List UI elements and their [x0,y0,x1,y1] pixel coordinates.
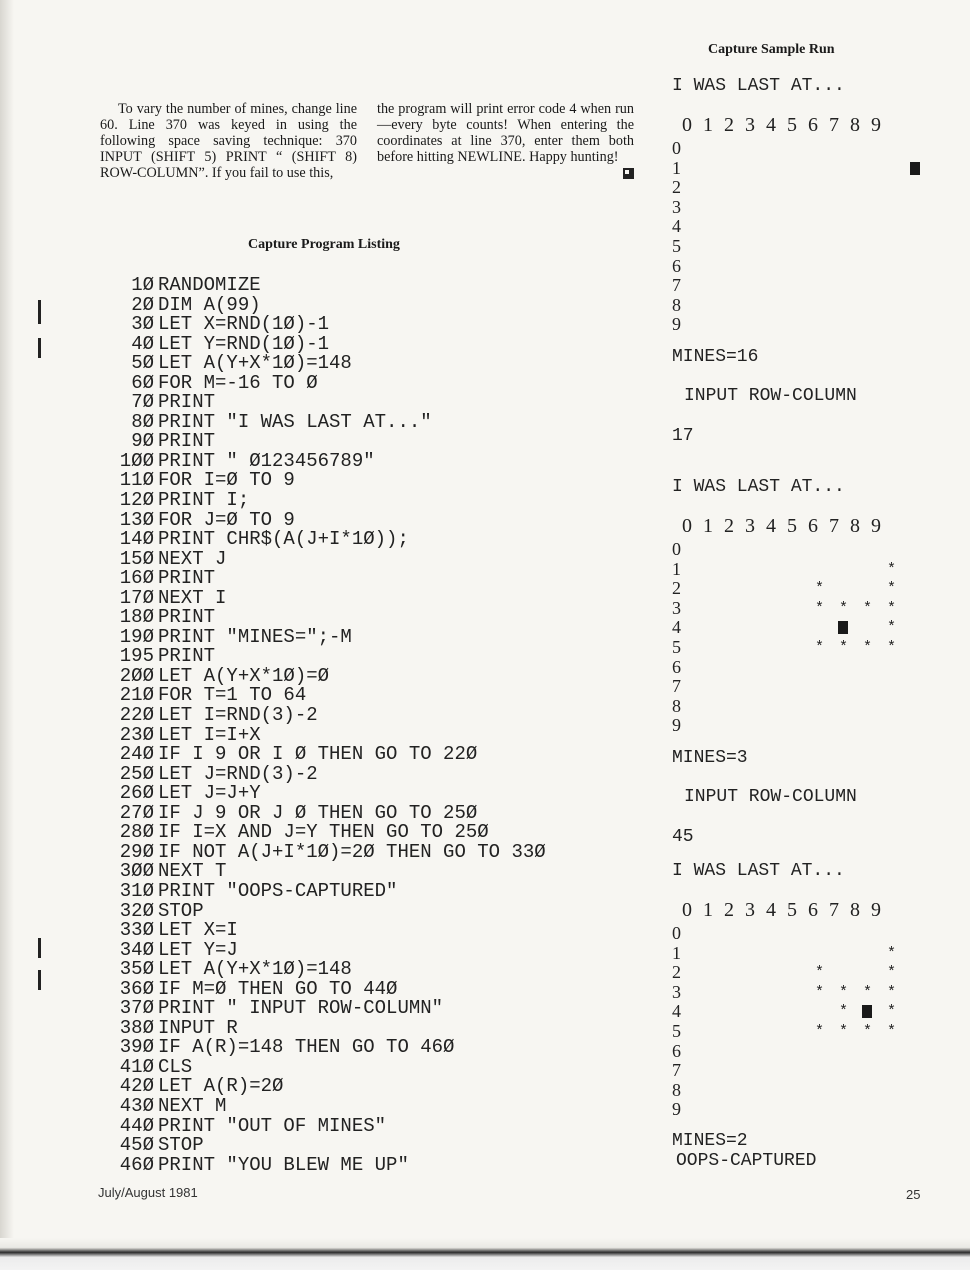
line-number: 26Ø [119,782,154,805]
grid-row [672,982,912,1002]
grid-row [672,314,912,334]
line-number: 27Ø [119,801,154,824]
page-number: 25 [906,1187,921,1202]
row-label: 9 [672,314,681,335]
line-number: 22Ø [119,704,154,727]
row-label: 7 [672,1060,681,1081]
line-code: NEXT T [158,860,227,883]
grid-row [672,676,912,696]
grid-row [672,1099,912,1119]
line-code: PRINT [158,430,216,453]
grid-row [672,275,912,295]
player-block-icon [862,1005,872,1018]
input-prompt: INPUT ROW-COLUMN [684,787,857,807]
mines-count: MINES=2 [672,1131,748,1151]
line-code: INPUT R [158,1016,238,1039]
line-number: 33Ø [119,919,154,942]
line-code: LET A(Y+X*1Ø)=148 [158,352,352,375]
grid-row [672,138,912,158]
intro-text: To vary the number of mines, change line 60. Line 370 was keyed in using the following space saving technique: 370 INPUT (SHIFT 5) PRINT “ (SHIFT 8) ROW-COLUMN”. If you fail to use this, [100,101,357,181]
mine-marker: * [815,983,825,1001]
line-number: 28Ø [119,821,154,844]
grid-row [672,1080,912,1100]
row-label: 3 [672,981,681,1002]
grid-row [672,177,912,197]
line-code: LET Y=J [158,938,238,961]
line-number: 19Ø [119,625,154,648]
line-number: 11Ø [119,469,154,492]
line-number: 8Ø [131,410,154,433]
line-number: 39Ø [119,1036,154,1059]
line-number: 5Ø [131,352,154,375]
mine-marker: * [887,560,897,578]
grid-row [672,256,912,276]
last-position-text: I WAS LAST AT... [672,76,845,96]
line-code: NEXT I [158,586,227,609]
row-label: 6 [672,656,681,677]
row-label: 8 [672,695,681,716]
line-number: 14Ø [119,528,154,551]
last-position-text: I WAS LAST AT... [672,861,845,881]
grid-row [672,1001,912,1021]
line-code: PRINT " Ø123456789" [158,449,375,472]
grid-row [672,539,912,559]
page-gutter-shadow [0,0,14,1270]
line-number: 31Ø [119,879,154,902]
line-number: 25Ø [119,762,154,785]
row-label: 2 [672,962,681,983]
line-code: PRINT CHR$(A(J+I*1Ø)); [158,528,409,551]
line-number: 15Ø [119,547,154,570]
line-number: 37Ø [119,997,154,1020]
mine-marker: * [887,580,897,598]
row-label: 5 [672,236,681,256]
grid-row [672,923,912,943]
line-code: PRINT "MINES=";-M [158,625,352,648]
line-number: 21Ø [119,684,154,707]
line-number: 2ØØ [119,664,154,687]
mine-marker: * [887,944,897,962]
line-code: PRINT [158,606,216,629]
line-code: PRINT " INPUT ROW-COLUMN" [158,997,444,1020]
mine-marker: * [863,599,873,617]
page-bottom-edge [0,1238,970,1270]
grid-row [672,696,912,716]
line-code: DIM A(99) [158,293,261,316]
mine-marker: * [839,983,849,1001]
line-number: 18Ø [119,606,154,629]
line-code: STOP [158,899,204,922]
line-number: 9Ø [131,430,154,453]
row-label: 8 [672,1079,681,1100]
line-code: LET X=RND(1Ø)-1 [158,313,330,336]
margin-mark [38,938,41,958]
grid-row [672,657,912,677]
player-block-icon [838,621,848,634]
mine-marker: * [863,639,873,656]
line-number: 7Ø [131,391,154,414]
entered-coordinates: 45 [672,827,694,847]
intro-column-1 [100,101,357,181]
row-label: 0 [672,138,681,158]
player-block-icon [910,162,920,175]
line-code: IF I=X AND J=Y THEN GO TO 25Ø [158,821,489,844]
mine-marker: * [887,1023,897,1040]
row-label: 0 [672,923,681,943]
line-number: 16Ø [119,567,154,590]
line-code: FOR M=-16 TO Ø [158,371,318,394]
row-label: 9 [672,715,681,736]
line-code: PRINT "OOPS-CAPTURED" [158,879,398,902]
line-code: FOR T=1 TO 64 [158,684,307,707]
line-code: IF I 9 OR I Ø THEN GO TO 22Ø [158,743,478,766]
line-code: CLS [158,1055,193,1078]
line-number: 35Ø [119,958,154,981]
mine-marker: * [839,639,849,656]
line-number: 41Ø [119,1055,154,1078]
line-number: 6Ø [131,371,154,394]
line-number: 13Ø [119,508,154,531]
row-label: 6 [672,1040,681,1061]
issue-date: July/August 1981 [98,1185,198,1200]
line-number: 23Ø [119,723,154,746]
intro-column-2 [377,101,634,179]
listing-heading: Capture Program Listing [248,237,400,252]
mine-marker: * [887,599,897,617]
mine-marker: * [863,983,873,1001]
grid-row [672,295,912,315]
line-code: LET J=RND(3)-2 [158,762,318,785]
column-header: 0 1 2 3 4 5 6 7 8 9 [682,114,881,136]
listing-line [108,1153,546,1176]
sample-run-heading: Capture Sample Run [708,42,835,57]
line-code: RANDOMIZE [158,274,261,296]
line-code: STOP [158,1134,204,1157]
line-code: FOR I=Ø TO 9 [158,469,295,492]
row-label: 4 [672,216,681,237]
line-code: PRINT [158,567,216,590]
last-position-text: I WAS LAST AT... [672,477,845,497]
margin-mark [38,338,41,358]
mine-marker: * [815,1023,825,1040]
line-code: IF A(R)=148 THEN GO TO 46Ø [158,1036,455,1059]
row-label: 1 [672,558,681,579]
mine-marker: * [815,599,825,617]
mine-marker: * [839,1023,849,1040]
row-label: 9 [672,1099,681,1120]
line-number: 32Ø [119,899,154,922]
line-code: PRINT [158,645,216,668]
grid-row [672,578,912,598]
grid-row [672,617,912,637]
grid-row [672,158,912,178]
line-number: 2Ø [131,293,154,316]
row-label: 6 [672,255,681,276]
entered-coordinates: 17 [672,426,694,446]
line-code: PRINT "OUT OF MINES" [158,1114,387,1137]
grid-row [672,1041,912,1061]
grid-row [672,236,912,256]
line-number: 29Ø [119,840,154,863]
grid-row [672,943,912,963]
line-number: 1ØØ [119,449,154,472]
mine-marker: * [815,964,825,982]
mine-marker: * [887,983,897,1001]
line-code: IF J 9 OR J Ø THEN GO TO 25Ø [158,801,478,824]
line-code: LET A(Y+X*1Ø)=148 [158,958,352,981]
row-label: 5 [672,637,681,657]
line-code: LET A(Y+X*1Ø)=Ø [158,664,330,687]
line-code: LET X=I [158,919,238,942]
sample-run [672,0,962,1200]
row-label: 1 [672,157,681,178]
line-code: NEXT J [158,547,227,570]
margin-mark [38,970,41,990]
line-number: 195 [119,645,154,668]
line-code: PRINT "YOU BLEW ME UP" [158,1153,409,1176]
line-number: 45Ø [119,1134,154,1157]
line-code: IF NOT A(J+I*1Ø)=2Ø THEN GO TO 33Ø [158,840,546,863]
line-number: 12Ø [119,489,154,512]
line-code: LET Y=RND(1Ø)-1 [158,332,330,355]
line-number: 3ØØ [119,860,154,883]
mines-count: MINES=16 [672,347,759,367]
line-code: PRINT [158,391,216,414]
line-number: 1Ø [131,274,154,296]
mine-marker: * [815,580,825,598]
row-label: 3 [672,597,681,618]
end-of-article-icon [623,168,634,179]
mines-count: MINES=3 [672,748,748,768]
line-code: PRINT "I WAS LAST AT..." [158,410,432,433]
row-label: 2 [672,177,681,198]
line-number: 44Ø [119,1114,154,1137]
program-listing [108,276,546,1175]
line-number: 46Ø [119,1153,154,1176]
margin-mark [38,300,41,324]
grid-row [672,216,912,236]
line-number: 34Ø [119,938,154,961]
mine-marker: * [887,639,897,656]
line-code: LET J=J+Y [158,782,261,805]
line-code: LET A(R)=2Ø [158,1075,284,1098]
mine-marker: * [863,1023,873,1040]
grid-row [672,962,912,982]
line-code: LET I=RND(3)-2 [158,704,318,727]
grid-row [672,197,912,217]
line-number: 24Ø [119,743,154,766]
line-number: 42Ø [119,1075,154,1098]
line-code: FOR J=Ø TO 9 [158,508,295,531]
row-label: 3 [672,196,681,217]
grid-row [672,637,912,657]
line-number: 17Ø [119,586,154,609]
grid-row [672,598,912,618]
grid-row [672,1021,912,1041]
input-prompt: INPUT ROW-COLUMN [684,386,857,406]
line-number: 3Ø [131,313,154,336]
line-number: 36Ø [119,977,154,1000]
mine-marker: * [839,599,849,617]
row-label: 0 [672,539,681,559]
line-code: LET I=I+X [158,723,261,746]
row-label: 5 [672,1021,681,1041]
row-label: 4 [672,617,681,638]
line-number: 38Ø [119,1016,154,1039]
grid-row [672,715,912,735]
line-code: PRINT I; [158,489,250,512]
grid-row [672,1060,912,1080]
mine-marker: * [887,619,897,637]
row-label: 7 [672,676,681,697]
row-label: 4 [672,1001,681,1022]
line-code: IF M=Ø THEN GO TO 44Ø [158,977,398,1000]
row-label: 8 [672,294,681,315]
line-number: 4Ø [131,332,154,355]
line-code: NEXT M [158,1094,227,1117]
mine-marker: * [839,1003,849,1021]
row-label: 2 [672,578,681,599]
row-label: 7 [672,275,681,296]
mine-marker: * [815,639,825,656]
row-label: 1 [672,942,681,963]
line-number: 43Ø [119,1094,154,1117]
column-header: 0 1 2 3 4 5 6 7 8 9 [682,899,881,921]
mine-marker: * [887,964,897,982]
intro-text: the program will print error code 4 when run—every byte counts! When entering the coordinates at line 370, enter them both before hitting NEWLINE. Happy hunting! [377,101,634,165]
result-text: OOPS-CAPTURED [676,1151,817,1171]
mine-marker: * [887,1003,897,1021]
grid-row [672,559,912,579]
column-header: 0 1 2 3 4 5 6 7 8 9 [682,515,881,537]
